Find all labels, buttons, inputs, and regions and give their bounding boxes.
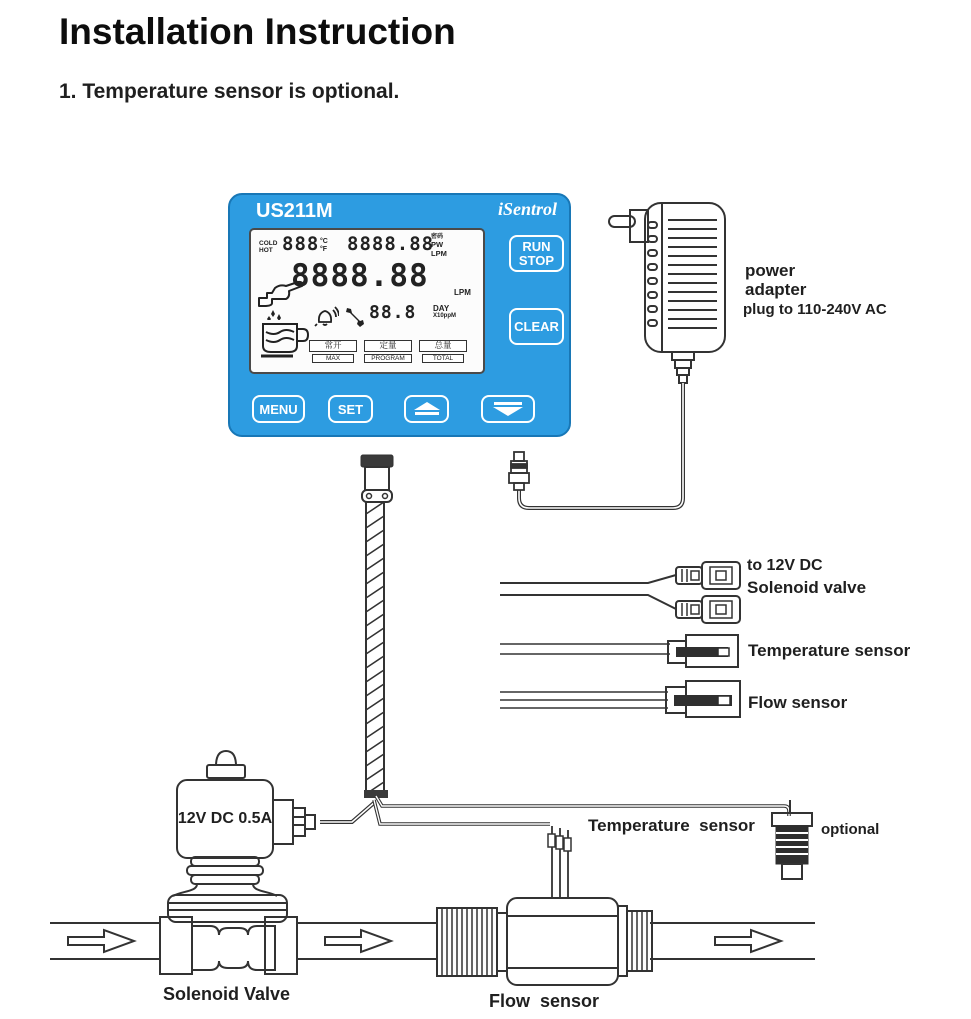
flow-arrow-icons xyxy=(68,930,781,952)
pw-lpm-labels: 密码 PW LPM xyxy=(431,234,447,258)
faucet-icon xyxy=(255,276,309,320)
tag-max-en: MAX xyxy=(312,354,354,363)
wire-fanout-drawing xyxy=(300,790,800,915)
temperature-sensor-wire-label: Temperature sensor xyxy=(748,641,911,660)
spade-connector-icon xyxy=(500,562,740,589)
temperature-sensor-mid-label: Temperature sensor xyxy=(588,816,755,835)
cold-hot-labels: COLD HOT xyxy=(259,240,278,255)
optional-label: optional xyxy=(821,821,880,838)
password-value: 8888.88 xyxy=(347,233,435,255)
tag-program-en: PROGRAM xyxy=(364,354,412,363)
note-temperature-optional: 1. Temperature sensor is optional. xyxy=(59,80,400,103)
tag-total-en: TOTAL xyxy=(422,354,464,363)
lcd-display xyxy=(249,228,485,374)
device-brand: iSentrol xyxy=(497,199,557,219)
flow-sensor-plug-icon xyxy=(500,681,740,717)
temperature-units: °C °F xyxy=(320,238,328,254)
run-stop-button: RUN STOP xyxy=(509,235,564,272)
menu-button: MENU xyxy=(252,395,305,423)
alarm-bell-icon xyxy=(313,306,339,328)
adapter-cable xyxy=(519,383,683,508)
clear-button: CLEAR xyxy=(509,308,564,345)
flow-rate-value: 8888.88 xyxy=(291,258,429,294)
pipe-lines xyxy=(50,923,815,959)
temperature-value: 888 xyxy=(282,233,320,255)
tag-program-cn: 定量 xyxy=(364,340,412,352)
device-model: US211M xyxy=(256,200,333,222)
day-value: 88.8 xyxy=(369,302,417,323)
tag-max-cn: 常开 xyxy=(309,340,357,352)
power-adapter-label: power adapter xyxy=(745,261,807,299)
tag-total-cn: 总量 xyxy=(419,340,467,352)
dc-plug-drawing xyxy=(509,452,529,490)
up-arrow-icon xyxy=(414,402,440,417)
temp-probe-drawing xyxy=(765,800,825,885)
mode-tags xyxy=(309,340,467,363)
spade-connector-icon xyxy=(500,595,740,623)
solenoid-valve-caption: Solenoid Valve xyxy=(163,984,291,1004)
flow-sensor-wire-label: Flow sensor xyxy=(748,693,848,712)
cup-icon xyxy=(259,320,311,360)
temp-sensor-plug-icon xyxy=(500,635,738,667)
flow-sensor-caption: Flow sensor xyxy=(489,991,600,1011)
to-12v-dc-label: to 12V DC xyxy=(747,557,823,574)
plug-voltage-label: plug to 110-240V AC xyxy=(743,301,887,318)
valve-rating: 12V DC 0.5A xyxy=(177,810,273,828)
power-adapter-drawing xyxy=(505,195,745,530)
connector-leads-drawing xyxy=(498,555,744,730)
wrench-icon xyxy=(343,306,365,328)
solenoid-valve-wire-label: Solenoid valve xyxy=(747,578,867,597)
flow-rate-unit: LPM xyxy=(454,288,471,297)
set-button: SET xyxy=(328,395,373,423)
day-ppm-labels: DAY X10ppM xyxy=(433,304,457,320)
up-button xyxy=(404,395,449,423)
page-title: Installation Instruction xyxy=(59,11,456,52)
